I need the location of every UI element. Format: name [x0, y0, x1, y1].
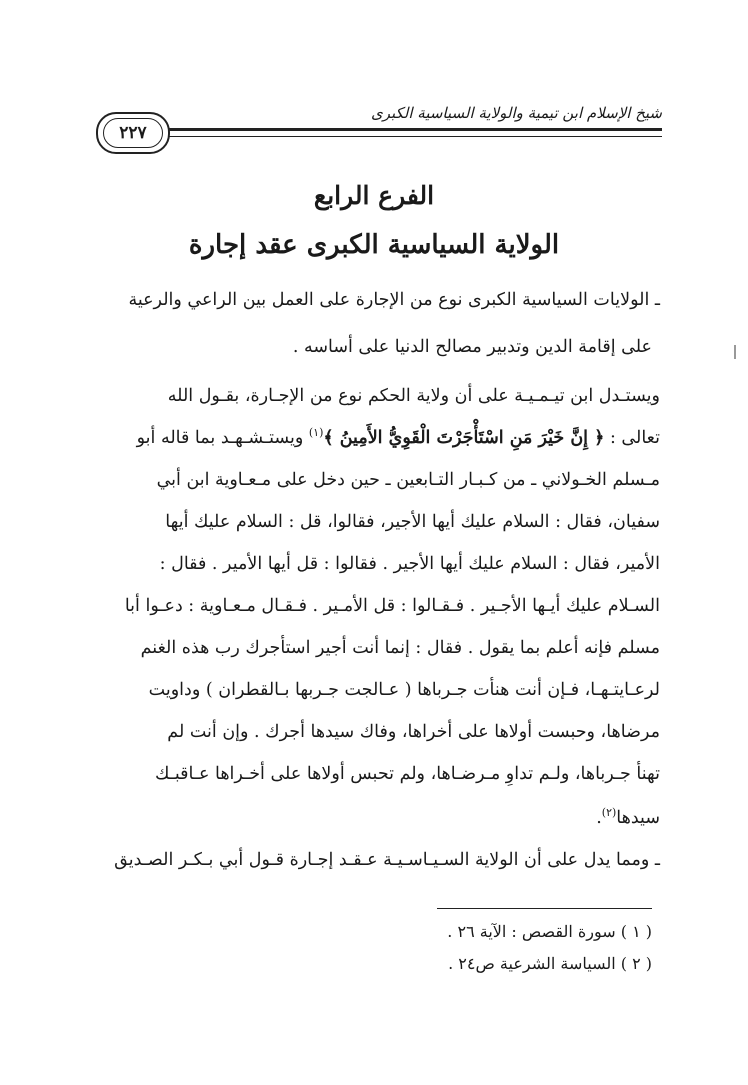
body-line: ويستـدل ابن تيـمـيـة على أن ولاية الحكم نوع من الإجـارة، بقـول الله — [167, 386, 660, 406]
body-line: مرضاها، وحبست أولاها على أخراها، وفاك سيدها أجرك . وإن أنت لم — [167, 722, 660, 742]
footnote-ref: (٢) — [601, 806, 617, 819]
last-line-end: . — [596, 807, 602, 828]
body-line: لرعـايتـهـا، فـإن أنت هنأت جـرباها ( عـالجت جـربها بـالقطران ) وداويت — [148, 680, 660, 700]
footnote-rule — [437, 908, 652, 909]
footnote: ( ١ ) سورة القصص : الآية ٢٦ . — [447, 922, 652, 941]
scan-mark — [734, 345, 736, 359]
footnote-ref: (١) — [308, 426, 324, 439]
body-line-with-verse — [137, 426, 660, 448]
body-line: مـسلم الخـولاني ـ من كـبـار التـابعين ـ حين دخل على مـعـاوية ابن أبي — [156, 470, 660, 490]
section-heading: الفرع الرابع — [313, 181, 435, 210]
page-number-badge — [96, 112, 170, 154]
body-line: سفيان، فقال : السلام عليك أيها الأجير، فقالوا، قل : السلام عليك أيها — [165, 512, 660, 532]
page-number: ٢٢٧ — [103, 118, 163, 148]
verse-intro: تعالى : — [609, 427, 660, 448]
running-title: شيخ الإسلام ابن تيمية والولاية السياسية الكبرى — [370, 104, 662, 122]
header-rule — [168, 128, 662, 137]
body-line: ـ ومما يدل على أن الولاية السـيـاسـيـة عـقـد إجـارة قـول أبي بـكـر الصـديق — [114, 850, 660, 870]
body-line: ـ الولايات السياسية الكبرى نوع من الإجارة على العمل بين الراعي والرعية — [128, 290, 660, 310]
footnote: ( ٢ ) السياسة الشرعية ص٢٤ . — [448, 954, 652, 973]
chapter-title: الولاية السياسية الكبرى عقد إجارة — [188, 230, 560, 260]
body-line: الأمير، فقال : السلام عليك أيها الأجير . فقالوا : قل أيها الأمير . فقال : — [159, 554, 660, 574]
body-line: على إقامة الدين وتدبير مصالح الدنيا على أساسه . — [292, 337, 652, 357]
quran-verse: ﴿ إِنَّ خَيْرَ مَنِ اسْتَأْجَرْتَ الْقَوِيُّ الأَمِينُ ﴾ — [323, 427, 605, 448]
body-line: السـلام عليك أيـها الأجـير . فـقـالوا : قل الأمـير . فـقـال مـعـاوية : دعـوا أبا — [124, 596, 660, 616]
body-line-end — [596, 806, 660, 828]
body-line: تهنأ جـرباها، ولـم تداوِ مـرضـاها، ولم تحبس أولاها على أخـراها عـاقبـك — [155, 764, 660, 784]
body-line: مسلم فإنه أعلم بما يقول . فقال : إنما أنت أجير استأجرك رب هذه الغنم — [140, 638, 660, 658]
last-line-text: سيدها — [616, 807, 660, 828]
verse-outro: ويستـشـهـد بما قاله أبو — [136, 427, 304, 448]
